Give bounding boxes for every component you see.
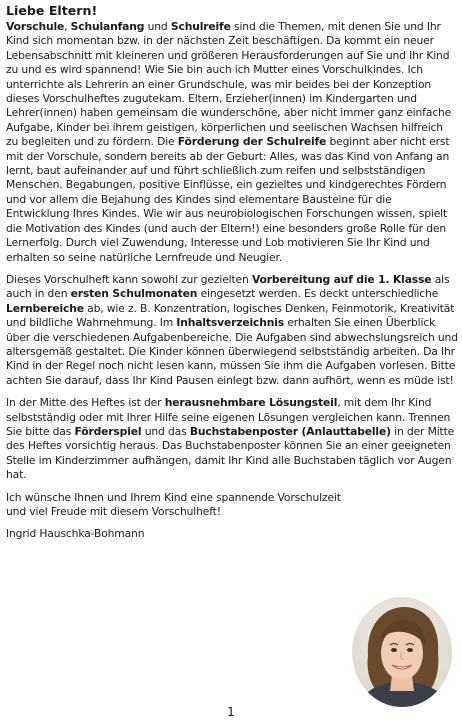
text-run: und das [141, 424, 190, 438]
author-signature: Ingrid Hauschka-Bohmann [6, 527, 145, 541]
bold-term: Inhaltsverzeichnis [176, 316, 285, 330]
text-run: eingesetzt werden. Es deckt unterschiedliche [197, 287, 439, 301]
bold-term: ersten Schulmonaten [70, 287, 198, 301]
paragraph-solutions [6, 396, 458, 482]
text-run: erhalten Sie einen Überblick über die verschiedenen Aufgabenbereiche. Die Aufgaben sind abwechslungsreich und altersgemäß gestaltet. Die Kinder können überwiegend selbstständig arbeiten. Da Ihr Kind in der Regel noch nicht lesen kann, müssen Sie ihm die Aufgaben vorlesen. Bitte achten Sie darauf, dass Ihr Kind Pausen einlegt bzw. dann aufhört, wenn es müde ist! [6, 316, 458, 387]
text-run: , mit dem Ihr Kind selbstständig oder mit Ihrer Hilfe seine eigenen Lösungen vergleichen kann. Trennen Sie bitte das [6, 396, 451, 438]
paragraph-intro [6, 20, 458, 265]
text-run: beginnt aber nicht erst mit der Vorschule, sondern bereits ab der Geburt: Alles, was das Kind von Anfang an lernt, baut aufeinander auf und führt schließlich zum reifen und selbstständigen Menschen. Begabungen, positive Einflüsse, ein gezieltes und kindgerechtes Fördern und vor allem die Bejahung des Kindes sind elementare Bausteine für die Entwicklung Ihres Kindes. Wie wir aus neurobiologischen Forschungen wissen, spielt die Motivation des Kindes (und auch der Eltern!) eine besonders große Rolle für den Lernerfolg. Durch viel Zuwendung, Interesse und Lob motivieren Sie Ihr Kind und erhalten so seine natürliche Lernfreude und Neugier. [6, 135, 450, 264]
bold-term: Vorschule [6, 20, 65, 33]
text-run: ab, wie z. B. Konzentration, logisches Denken, Feinmotorik, Kreativität und bildliche Wahrnehmung. Im [6, 301, 455, 330]
text-run: , [64, 20, 71, 33]
text-run: und [144, 20, 171, 33]
page-number: 1 [227, 705, 235, 719]
text-run: In der Mitte des Heftes ist der [6, 396, 165, 410]
text-run: Dieses Vorschulheft kann sowohl zur gezielten [6, 272, 252, 286]
bold-term: Förderspiel [74, 424, 142, 438]
bold-term: Vorbereitung auf die 1. Klasse [251, 272, 432, 286]
letter-page [6, 2, 458, 542]
paragraph-usage [6, 273, 458, 388]
bold-term: herausnehmbare Lösungsteil [164, 396, 338, 410]
paragraph-closing: Ich wünsche Ihnen und Ihrem Kind eine spannende Vorschulzeit und viel Freude mit diesem Vorschulheft! [6, 490, 341, 518]
bold-term: Förderung der Schulreife [177, 135, 327, 149]
bold-term: Lernbereiche [6, 301, 84, 315]
text-run: als auch in den [6, 272, 450, 301]
text-run: sind die Themen, mit denen Sie und Ihr Kind sich momentan bzw. in der nächsten Zeit beschäftigen. Da kommt ein neuer Lebensabschnitt mit kleineren und größeren Herausforderungen auf Sie und Ihr Kind zu und es wird spannend! Wie Sie bin auch ich Mutter eines Vorschulkindes. Ich unterrichte als Lehrerin an einer Grundschule, was mir beides bei der Konzeption dieses Vorschulheftes zugutekam. Eltern, Erzieher(innen) im Kindergarten und Lehrer(innen) haben gemeinsam die wunderschöne, aber nicht immer ganz einfache Aufgabe, Kinder bei ihrem geistigen, körperlichen und seelischen Wachsen hilfreich zu begleiten und zu fördern. Die [6, 20, 452, 149]
text-run: in der Mitte des Heftes vorsichtig heraus. Das Buchstabenposter können Sie an einer geeigneten Stelle im Kinderzimmer aufhängen, damit Ihr Kind alle Buchstaben täglich vor Augen hat. [6, 424, 455, 482]
bold-term: Schulanfang [70, 20, 145, 33]
bold-term: Buchstabenposter (Anlauttabelle) [189, 424, 391, 438]
bold-term: Schulreife [170, 20, 231, 33]
author-portrait-icon [350, 595, 454, 709]
letter-greeting: Liebe Eltern! [6, 3, 98, 18]
